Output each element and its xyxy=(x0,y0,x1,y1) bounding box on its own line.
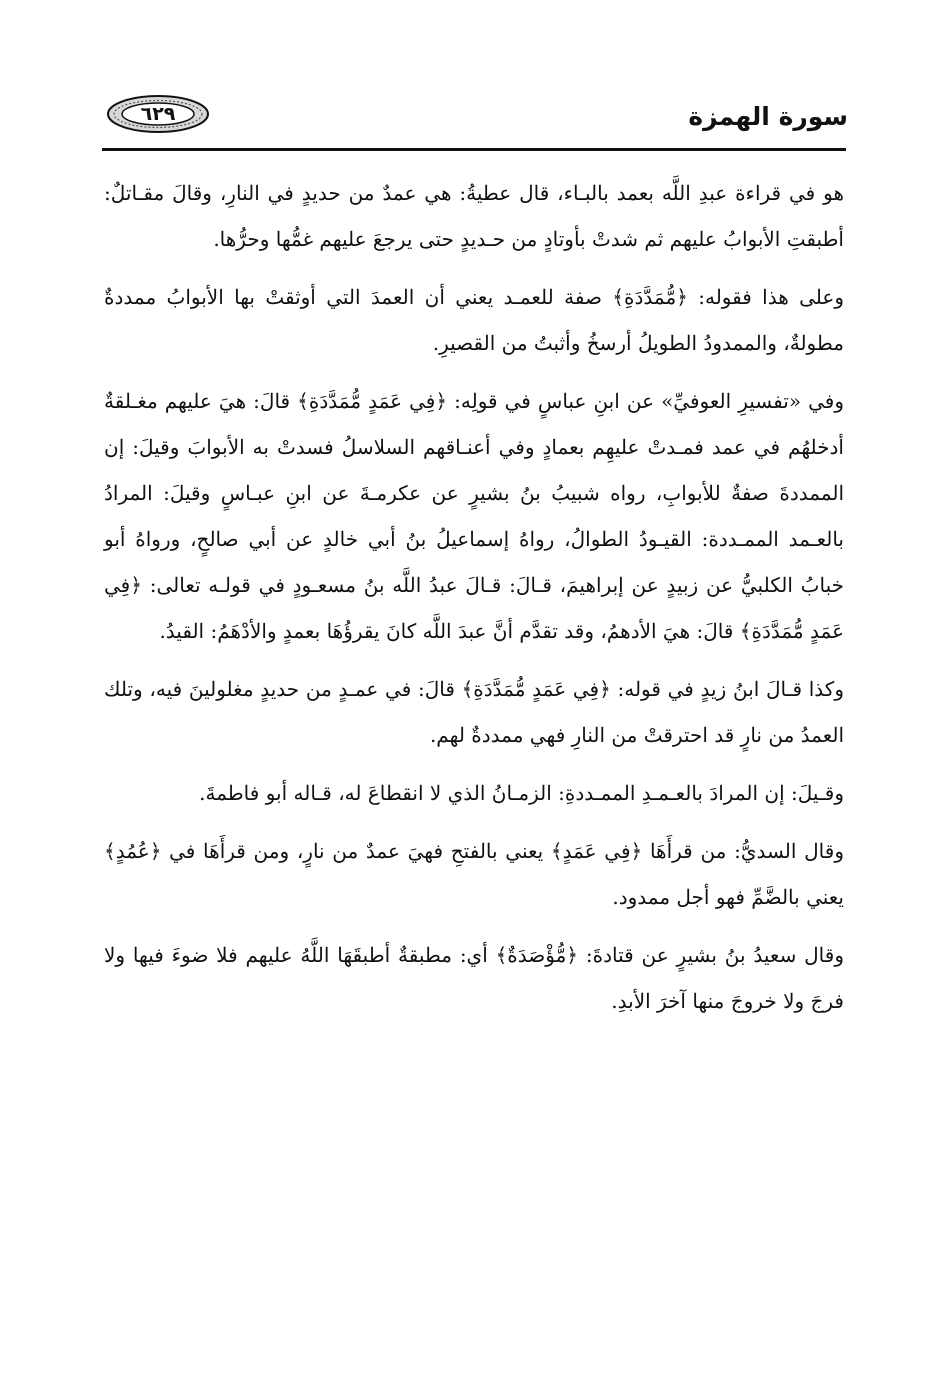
surah-title: سورة الهمزة xyxy=(688,102,848,131)
page-number: ٦٢٩ xyxy=(140,103,176,125)
header-divider xyxy=(102,148,846,151)
paragraph: وقال السديُّ: من قرأَهَا ﴿فِي عَمَدٍ﴾ يعني بالفتحِ فهيَ عمدٌ من نارٍ، ومن قرأَهَا في ﴿عُمُدٍ﴾ يعني بالضَّمِّ فهو أجل ممدود. xyxy=(104,839,844,909)
paragraph: هو في قراءة عبدِ اللَّه بعمد بالبـاء، قال عطيةُ: هي عمدٌ من حديدٍ في النارِ، وقالَ مقـاتلٌ: أطبقتِ الأبوابُ عليهم ثم شدتْ بأوتادٍ من حـديدٍ حتى يرجعَ عليهم غمُّها وحرُّها. xyxy=(104,181,844,251)
paragraph: وفي «تفسيرِ العوفيِّ» عن ابنِ عباسٍ في قولِه: ﴿فِي عَمَدٍ مُّمَدَّدَةِ﴾ قالَ: هيَ عليهم مغـلقةٌ أدخلهُم في عمد فمـدتْ عليهِم بعمادٍ وفي أعنـاقهم السلاسلُ فسدتْ به الأبوابَ وقيلَ: إن الممددةَ صفةٌ للأبوابِ، رواه شبيبُ بنُ بشيرٍ عن عكرمـةَ عن ابنِ عبـاسٍ وقيلَ: المرادُ بالعـمد الممـددة: القيـودُ الطوالُ، رواهُ إسماعيلُ بنُ أبي خالدٍ عن أبي صالحٍ، ورواهُ أبو خبابُ الكلبيُّ عن زبيدٍ عن إبراهيمَ، قـالَ: قـالَ عبدُ اللَّه بنُ مسعـودٍ في قولـه تعالى: ﴿فِي عَمَدٍ مُّمَدَّدَةِ﴾ قالَ: هيَ الأدهمُ، وقد تقدَّم أنَّ عبدَ اللَّه كانَ يقرؤُهَا بعمدٍ والأدْهَمُ: القيدُ. xyxy=(104,389,844,643)
paragraph: وكذا قـالَ ابنُ زيدٍ في قوله: ﴿فِي عَمَدٍ مُّمَدَّدَةِ﴾ قالَ: في عمـدٍ من حديدٍ مغلولينَ فيه، وتلك العمدُ من نارٍ قد احترقتْ من النارِ فهي ممددةٌ لهم. xyxy=(104,677,844,747)
paragraph: وقـيلَ: إن المرادَ بالعـمـدِ الممـددةِ: الزمـانُ الذي لا انقطاعَ له، قـاله أبو فاطمةَ. xyxy=(199,781,844,805)
page-header xyxy=(100,86,848,146)
paragraph: وقال سعيدُ بنُ بشيرٍ عن قتادةَ: ﴿مُّؤْصَدَةٌ﴾ أي: مطبقةٌ أطبقَهَا اللَّهُ عليهم فلا ضوءَ فيها ولا فرجَ ولا خروجَ منها آخرَ الأبدِ. xyxy=(104,943,844,1013)
page-number-badge xyxy=(106,94,210,134)
page-body xyxy=(104,170,844,1036)
paragraph: وعلى هذا فقوله: ﴿مُّمَدَّدَةِ﴾ صفة للعمـد يعني أن العمدَ التي أوثقتْ بها الأبوابُ ممددةٌ مطولةٌ، والممدودُ الطويلُ أرسخُ وأثبتُ من القصيرِ. xyxy=(104,285,844,355)
